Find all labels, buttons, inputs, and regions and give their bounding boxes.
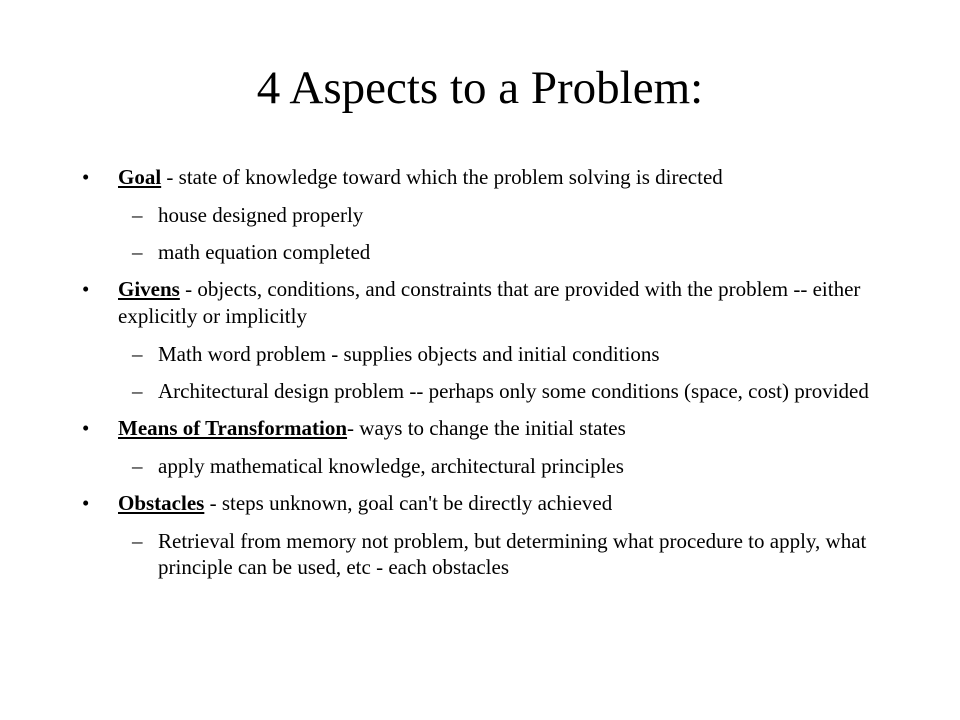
dash-icon: – <box>132 342 143 366</box>
term-obstacles: Obstacles <box>118 491 205 515</box>
bullet-obstacles <box>82 490 902 517</box>
bullet-givens <box>82 276 902 330</box>
dash-icon: – <box>132 454 143 478</box>
bullet-icon: • <box>82 491 90 515</box>
dash-icon: – <box>132 529 143 553</box>
term-goal: Goal <box>118 165 162 189</box>
bullet-icon: • <box>82 165 90 189</box>
definition-givens: - objects, conditions, and constraints that are provided with the problem -- either explicitly or implicitly <box>118 277 861 328</box>
definition-obstacles: - steps unknown, goal can't be directly achieved <box>204 491 613 515</box>
dash-icon: – <box>132 240 143 264</box>
sub-item <box>82 378 902 404</box>
sub-item-text: math equation completed <box>158 240 371 264</box>
dash-icon: – <box>132 379 143 403</box>
sub-item <box>82 528 902 580</box>
dash-icon: – <box>132 203 143 227</box>
term-givens: Givens <box>118 277 180 301</box>
sub-item-text: house designed properly <box>158 203 364 227</box>
sub-item-text: Architectural design problem -- perhaps only some conditions (space, cost) provided <box>158 379 869 403</box>
bullet-goal <box>82 164 902 191</box>
sub-item-text: apply mathematical knowledge, architectural principles <box>158 454 624 478</box>
sub-item-text: Math word problem - supplies objects and initial conditions <box>158 342 660 366</box>
slide-title: 4 Aspects to a Problem: <box>256 62 704 114</box>
sub-item-text: Retrieval from memory not problem, but determining what procedure to apply, what principle can be used, etc - each obstacles <box>158 529 867 579</box>
bullet-list <box>82 164 902 591</box>
definition-means-of-transformation: - ways to change the initial states <box>347 416 626 440</box>
term-means-of-transformation: Means of Transformation <box>118 416 348 440</box>
bullet-means-of-transformation <box>82 415 902 442</box>
bullet-icon: • <box>82 277 90 301</box>
definition-goal: - state of knowledge toward which the problem solving is directed <box>161 165 723 189</box>
sub-item <box>82 341 902 367</box>
bullet-icon: • <box>82 416 90 440</box>
sub-item <box>82 453 902 479</box>
sub-item <box>82 202 902 228</box>
sub-item <box>82 239 902 265</box>
